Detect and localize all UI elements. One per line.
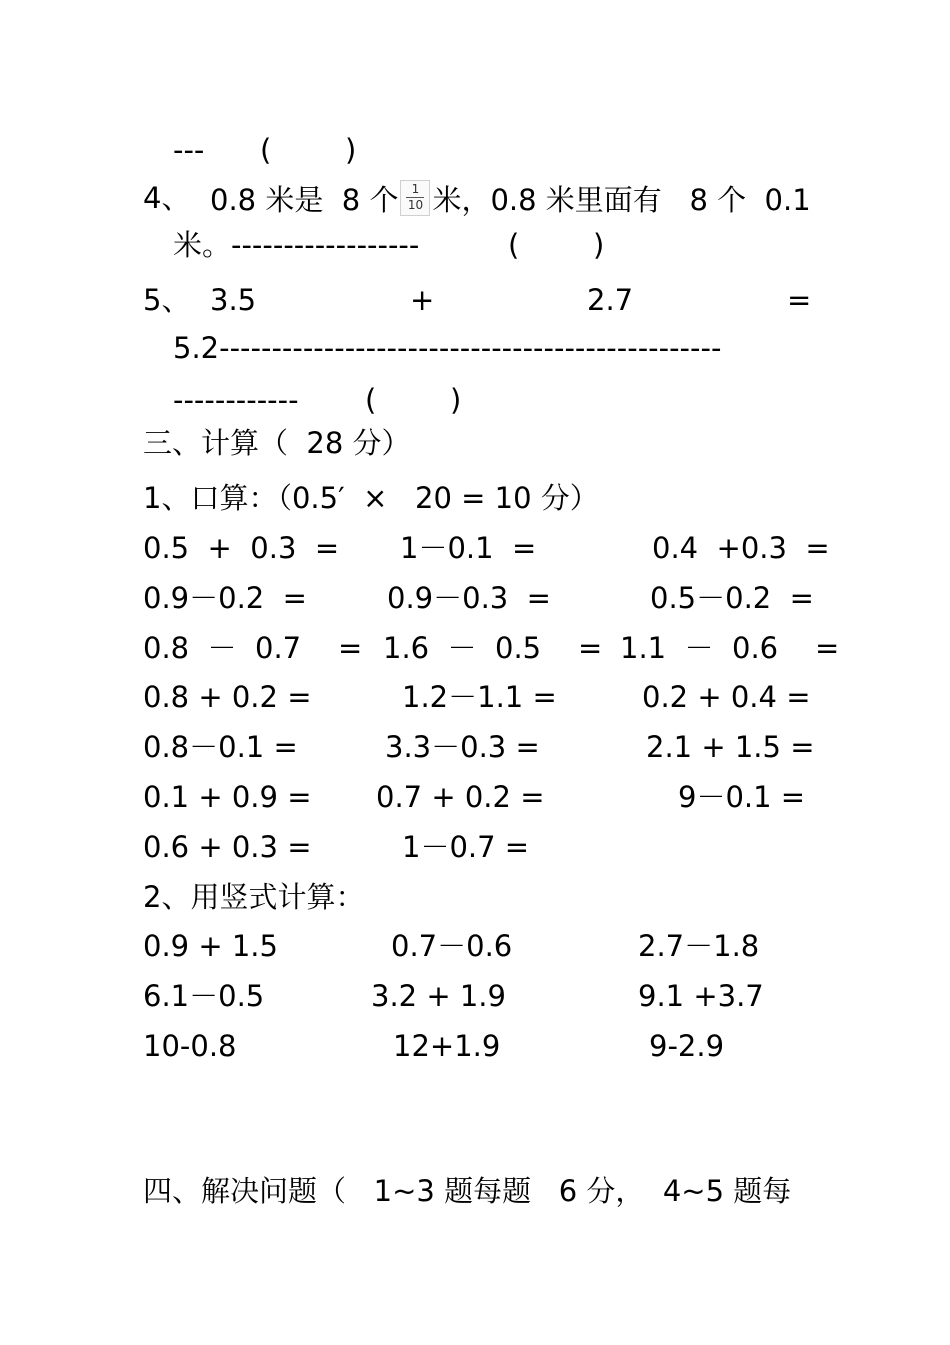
oral-r6-c2: 0.7 + 0.2 = xyxy=(376,780,545,814)
oral-r6-c3: 9－0.1 = xyxy=(678,780,806,814)
fraction-one-tenth xyxy=(400,180,430,216)
q3-tail-dashes: --- xyxy=(173,133,205,167)
vertical-r3-c1: 10-0.8 xyxy=(143,1029,237,1063)
q5-operand-b: 2.7 xyxy=(587,283,634,317)
vertical-r2-c3: 9.1 +3.7 xyxy=(638,979,764,1013)
oral-r3-c2: 1.6 － 0.5 = xyxy=(383,631,603,665)
oral-r4-c1: 0.8 + 0.2 = xyxy=(143,680,312,714)
vertical-r3-c3: 9-2.9 xyxy=(649,1029,725,1063)
oral-r1-c2: 1－0.1 = xyxy=(400,531,537,565)
oral-r5-c1: 0.8－0.1 = xyxy=(143,730,298,764)
oral-r6-c1: 0.1 + 0.9 = xyxy=(143,780,312,814)
q4-number: 4、 xyxy=(143,181,191,215)
section3-title: 三、计算（ 28 分） xyxy=(143,426,411,460)
q5-result-line: 5.2------------------------------------------------ xyxy=(173,331,722,365)
vertical-r3-c2: 12+1.9 xyxy=(393,1029,501,1063)
oral-r1-c1: 0.5 + 0.3 = xyxy=(143,531,340,565)
vertical-r1-c3: 2.7－1.8 xyxy=(638,929,760,963)
vertical-r1-c2: 0.7－0.6 xyxy=(391,929,513,963)
q4-answer-paren: ( ) xyxy=(508,228,605,262)
vertical-r1-c1: 0.9 + 1.5 xyxy=(143,929,278,963)
q5-operand-a: 3.5 xyxy=(210,283,257,317)
oral-r1-c3: 0.4 +0.3 = xyxy=(652,531,830,565)
q3-answer-paren: ( ) xyxy=(260,133,357,167)
vertical-r2-c1: 6.1－0.5 xyxy=(143,979,265,1013)
q5-answer-paren: ( ) xyxy=(365,383,462,417)
q5-equals: = xyxy=(787,283,812,317)
q4-statement-line1 xyxy=(210,180,811,218)
q4-text-part1: 0.8 米是 8 个 xyxy=(210,183,399,217)
q4-statement-line2: 米。------------------ xyxy=(173,228,420,262)
fraction-denominator: 10 xyxy=(407,198,424,212)
q4-text-part2: 米，0.8 米里面有 8 个 0.1 xyxy=(432,183,811,217)
vertical-calc-title: 2、用竖式计算： xyxy=(143,880,365,914)
oral-r2-c1: 0.9－0.2 = xyxy=(143,581,307,615)
oral-r3-c1: 0.8 － 0.7 = xyxy=(143,631,363,665)
oral-r7-c2: 1－0.7 = xyxy=(402,830,530,864)
fraction-numerator: 1 xyxy=(411,182,420,196)
oral-r5-c2: 3.3－0.3 = xyxy=(385,730,540,764)
oral-r3-c3: 1.1 － 0.6 = xyxy=(620,631,840,665)
oral-r2-c2: 0.9－0.3 = xyxy=(387,581,551,615)
oral-r2-c3: 0.5－0.2 = xyxy=(650,581,814,615)
oral-calc-title: 1、口算：（0.5′ × 20 = 10 分） xyxy=(143,481,599,515)
vertical-r2-c2: 3.2 + 1.9 xyxy=(371,979,506,1013)
oral-r4-c3: 0.2 + 0.4 = xyxy=(642,680,811,714)
q5-dashes-line: ------------ xyxy=(173,383,299,417)
oral-r4-c2: 1.2－1.1 = xyxy=(402,680,557,714)
oral-r5-c3: 2.1 + 1.5 = xyxy=(646,730,815,764)
q5-plus: + xyxy=(410,283,435,317)
section4-title: 四、解决问题（ 1~3 题每题 6 分， 4~5 题每 xyxy=(143,1174,792,1208)
q5-number: 5、 xyxy=(143,283,191,317)
oral-r7-c1: 0.6 + 0.3 = xyxy=(143,830,312,864)
